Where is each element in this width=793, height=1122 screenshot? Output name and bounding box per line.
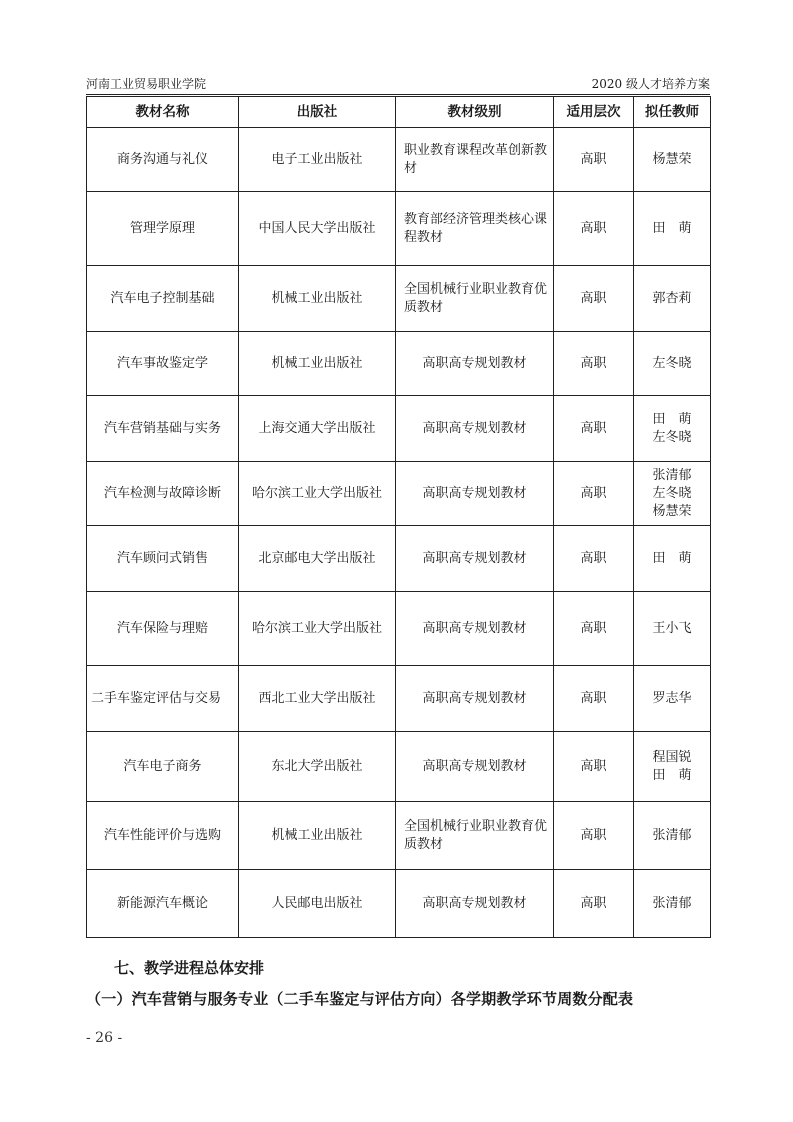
cell-publisher: 人民邮电出版社 bbox=[239, 870, 396, 938]
table-row bbox=[87, 802, 711, 870]
cell-level: 高职高专规划教材 bbox=[396, 332, 554, 396]
col-header-name: 教材名称 bbox=[87, 97, 239, 128]
teacher-name: 王小飞 bbox=[652, 620, 692, 636]
cell-book-name: 商务沟通与礼仪 bbox=[87, 128, 239, 192]
cell-scope: 高职 bbox=[554, 396, 634, 462]
cell-scope: 高职 bbox=[554, 870, 634, 938]
cell-scope: 高职 bbox=[554, 732, 634, 802]
teacher-name: 左冬晓 bbox=[652, 485, 692, 501]
cell-level: 高职高专规划教材 bbox=[396, 462, 554, 526]
cell-teachers bbox=[634, 526, 711, 592]
cell-level: 高职高专规划教材 bbox=[396, 396, 554, 462]
cell-level: 教育部经济管理类核心课程教材 bbox=[396, 192, 554, 266]
cell-level: 高职高专规划教材 bbox=[396, 870, 554, 938]
page-header bbox=[86, 76, 710, 92]
cell-publisher: 机械工业出版社 bbox=[239, 802, 396, 870]
col-header-publisher: 出版社 bbox=[239, 97, 396, 128]
cell-book-name: 管理学原理 bbox=[87, 192, 239, 266]
cell-book-name: 汽车检测与故障诊断 bbox=[87, 462, 239, 526]
page-number: - 26 - bbox=[86, 1030, 123, 1046]
teacher-name: 张清郁 bbox=[652, 467, 692, 483]
cell-publisher: 哈尔滨工业大学出版社 bbox=[239, 462, 396, 526]
cell-scope: 高职 bbox=[554, 266, 634, 332]
cell-teachers bbox=[634, 802, 711, 870]
teacher-name: 张清郁 bbox=[652, 827, 692, 843]
cell-teachers bbox=[634, 592, 711, 666]
cell-scope: 高职 bbox=[554, 192, 634, 266]
cell-teachers bbox=[634, 666, 711, 732]
table-row bbox=[87, 332, 711, 396]
cell-scope: 高职 bbox=[554, 666, 634, 732]
teacher-name: 左冬晓 bbox=[652, 355, 692, 371]
table-row bbox=[87, 396, 711, 462]
cell-scope: 高职 bbox=[554, 526, 634, 592]
cell-level: 高职高专规划教材 bbox=[396, 526, 554, 592]
cell-scope: 高职 bbox=[554, 332, 634, 396]
cell-publisher: 东北大学出版社 bbox=[239, 732, 396, 802]
cell-book-name: 汽车事故鉴定学 bbox=[87, 332, 239, 396]
cell-publisher: 电子工业出版社 bbox=[239, 128, 396, 192]
cell-teachers bbox=[634, 732, 711, 802]
cell-publisher: 机械工业出版社 bbox=[239, 332, 396, 396]
cell-teachers bbox=[634, 332, 711, 396]
teacher-name: 罗志华 bbox=[652, 690, 692, 706]
cell-level: 职业教育课程改革创新教材 bbox=[396, 128, 554, 192]
col-header-scope: 适用层次 bbox=[554, 97, 634, 128]
cell-teachers bbox=[634, 128, 711, 192]
cell-book-name: 汽车电子控制基础 bbox=[87, 266, 239, 332]
cell-publisher: 西北工业大学出版社 bbox=[239, 666, 396, 732]
table-row bbox=[87, 592, 711, 666]
teacher-name: 杨慧荣 bbox=[652, 151, 692, 167]
teacher-name: 程国锐 bbox=[652, 749, 692, 765]
cell-book-name: 二手车鉴定评估与交易 bbox=[87, 666, 239, 732]
cell-level: 全国机械行业职业教育优质教材 bbox=[396, 802, 554, 870]
cell-scope: 高职 bbox=[554, 802, 634, 870]
cell-teachers bbox=[634, 396, 711, 462]
cell-book-name: 汽车顾问式销售 bbox=[87, 526, 239, 592]
cell-scope: 高职 bbox=[554, 462, 634, 526]
cell-book-name: 汽车保险与理赔 bbox=[87, 592, 239, 666]
header-school-name: 河南工业贸易职业学院 bbox=[86, 77, 207, 91]
cell-teachers bbox=[634, 870, 711, 938]
teacher-name: 田 萌 bbox=[652, 220, 692, 236]
cell-publisher: 机械工业出版社 bbox=[239, 266, 396, 332]
teacher-name: 田 萌 bbox=[652, 767, 692, 783]
cell-teachers bbox=[634, 462, 711, 526]
section-title: 七、教学进程总体安排 bbox=[114, 959, 265, 977]
table-row bbox=[87, 732, 711, 802]
header-plan-title: 2020 级人才培养方案 bbox=[591, 77, 710, 91]
table-row bbox=[87, 192, 711, 266]
textbook-table bbox=[86, 96, 711, 938]
cell-publisher: 中国人民大学出版社 bbox=[239, 192, 396, 266]
cell-publisher: 哈尔滨工业大学出版社 bbox=[239, 592, 396, 666]
teacher-name: 田 萌 bbox=[652, 411, 692, 427]
teacher-name: 张清郁 bbox=[652, 895, 692, 911]
cell-level: 高职高专规划教材 bbox=[396, 592, 554, 666]
cell-teachers bbox=[634, 192, 711, 266]
table-header-row bbox=[87, 97, 711, 128]
table-row bbox=[87, 666, 711, 732]
table-row bbox=[87, 128, 711, 192]
cell-book-name: 汽车性能评价与选购 bbox=[87, 802, 239, 870]
cell-level: 高职高专规划教材 bbox=[396, 666, 554, 732]
cell-scope: 高职 bbox=[554, 128, 634, 192]
teacher-name: 郭杏莉 bbox=[652, 290, 692, 306]
table-row bbox=[87, 870, 711, 938]
cell-level: 全国机械行业职业教育优质教材 bbox=[396, 266, 554, 332]
col-header-level: 教材级别 bbox=[396, 97, 554, 128]
sub-title: （一）汽车营销与服务专业（二手车鉴定与评估方向）各学期教学环节周数分配表 bbox=[86, 990, 634, 1008]
teacher-name: 左冬晓 bbox=[652, 429, 692, 445]
header-rule bbox=[86, 94, 710, 95]
table-row bbox=[87, 526, 711, 592]
teacher-name: 杨慧荣 bbox=[652, 503, 692, 519]
cell-book-name: 汽车营销基础与实务 bbox=[87, 396, 239, 462]
cell-publisher: 北京邮电大学出版社 bbox=[239, 526, 396, 592]
table-row bbox=[87, 462, 711, 526]
teacher-name: 田 萌 bbox=[652, 550, 692, 566]
cell-level: 高职高专规划教材 bbox=[396, 732, 554, 802]
table-row bbox=[87, 266, 711, 332]
cell-book-name: 新能源汽车概论 bbox=[87, 870, 239, 938]
cell-teachers bbox=[634, 266, 711, 332]
cell-book-name: 汽车电子商务 bbox=[87, 732, 239, 802]
col-header-teacher: 拟任教师 bbox=[634, 97, 711, 128]
cell-scope: 高职 bbox=[554, 592, 634, 666]
cell-publisher: 上海交通大学出版社 bbox=[239, 396, 396, 462]
